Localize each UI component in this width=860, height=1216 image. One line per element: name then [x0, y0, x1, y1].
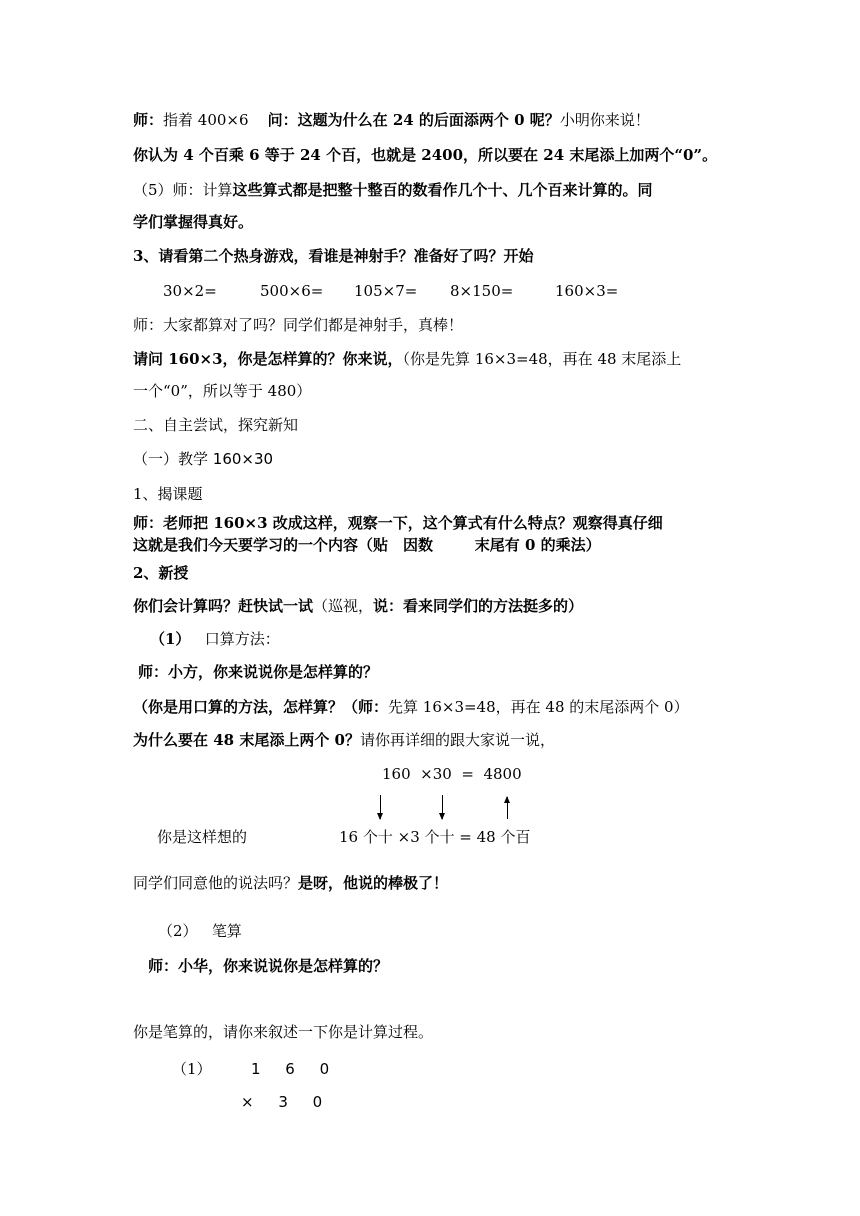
line-summary-1: （5）师：计算这些算式都是把整十整百的数看作几个十、几个百来计算的。同: [133, 181, 653, 199]
equation-bottom: 16 个十 ×3 个十 = 48 个百: [339, 828, 531, 846]
exercise-1: 30×2=: [163, 282, 217, 300]
exercise-3: 105×7=: [354, 282, 418, 300]
line-ask-160x3: 请问 160×3，你是怎样算的？你来说，（你是先算 16×3=48，再在 48 末尾添上: [133, 350, 682, 368]
equation-left-label: 你是这样想的: [157, 828, 248, 846]
line-ask-xiaohua: 师：小华，你来说说你是怎样算的？: [148, 957, 389, 975]
exercise-4: 8×150=: [450, 282, 514, 300]
calc-label: （1）: [172, 1060, 212, 1078]
line-written-method: （2） 笔算: [158, 922, 242, 940]
line-oral-explain: （你是用口算的方法，怎样算？（师：先算 16×3=48，再在 48 的末尾添两个 0）: [133, 698, 689, 716]
exercise-2: 500×6=: [260, 282, 324, 300]
line-written-explain: 你是笔算的，请你来叙述一下你是计算过程。: [133, 1023, 434, 1041]
line-new-teaching: 2、新授: [133, 564, 189, 582]
arrow-up-icon: [507, 797, 508, 819]
section-heading-2: 二、自主尝试，探究新知: [133, 416, 299, 434]
line-lesson-topic: 这就是我们今天要学习的一个内容（贴 因数 末尾有 0 的乘法）: [133, 536, 601, 554]
line-ask-xiaofang: 师：小方，你来说说你是怎样算的？: [138, 663, 379, 681]
line-teacher-400x6: 师：指着 400×6 问：这题为什么在 24 的后面添两个 0 呢？小明你来说！: [133, 111, 650, 129]
line-all-correct: 师：大家都算对了吗？同学们都是神射手，真棒！: [133, 316, 464, 334]
line-ask-160x3-cont: 一个“0”，所以等于 480）: [133, 382, 312, 400]
calc-row-multiplier: × 3 0: [241, 1093, 333, 1111]
arrow-down-icon: [380, 795, 381, 819]
subsection-heading-1: （一）教学 160×30: [133, 450, 274, 468]
line-agree: 同学们同意他的说法吗？是呀，他说的棒极了！: [133, 874, 449, 892]
calc-row-multiplicand: 1 6 0: [251, 1060, 340, 1078]
line-game-2: 3、请看第二个热身游戏，看谁是神射手？准备好了吗？开始: [133, 247, 534, 265]
line-summary-2: 学们掌握得真好。: [133, 213, 254, 231]
line-reveal-topic: 1、揭课题: [133, 485, 203, 503]
equation-top: 160 ×30 = 4800: [382, 765, 522, 783]
line-why-two-zeros: 为什么要在 48 末尾添上两个 0？请你再详细的跟大家说一说，: [133, 731, 555, 749]
line-teacher-observe: 师：老师把 160×3 改成这样，观察一下，这个算式有什么特点？观察得真仔细: [133, 514, 663, 532]
exercise-5: 160×3=: [555, 282, 619, 300]
line-explain-2400: 你认为 4 个百乘 6 等于 24 个百，也就是 2400，所以要在 24 末尾添上加两个“0”。: [133, 146, 718, 164]
line-try-it: 你们会计算吗？赶快试一试（巡视，说：看来同学们的方法挺多的）: [133, 597, 584, 615]
line-oral-method: （1） 口算方法：: [150, 630, 280, 648]
arrow-down-icon: [442, 795, 443, 819]
